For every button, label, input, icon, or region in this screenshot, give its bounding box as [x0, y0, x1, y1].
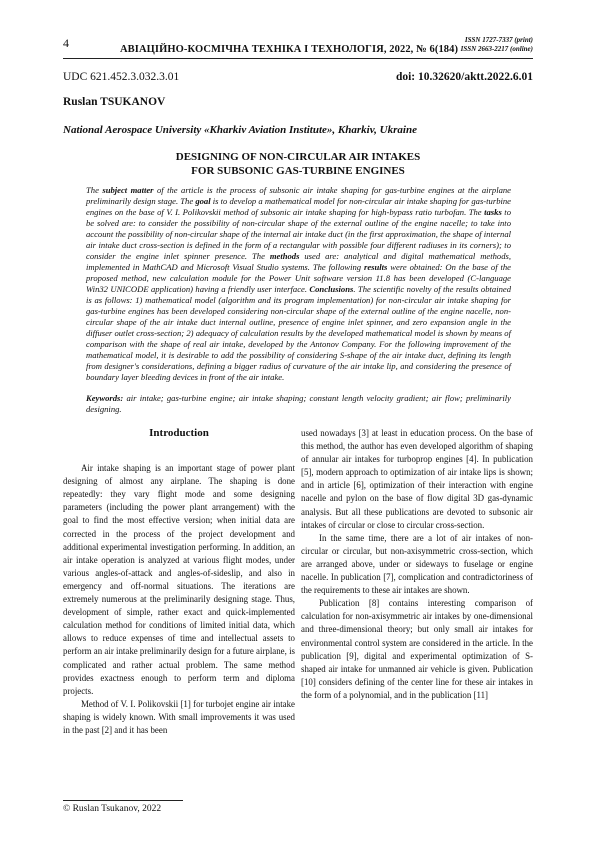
abstract-text: . The scientific novelty of the results obtained is as follows: 1) mathematical model (algorithm and its program implementation) for non-circular air intake shaping for gas-turbine engines has been developed considering non-circular shape of the external outline of the engine nacelle, non-circular shape of the air intake duct internal outline, presence of engine inlet spinner, and zero expansion angle in the diffuser outlet cross-section; 2) adequacy of calculation results by the developed mathematical model is shown by means of comparison with the shape of real air intake, developed by the Antonov Company. For the following improvement of the mathematical model, it is desirable to add the possibility of considering S-shape of the air intake duct, defining its length from designer's considerations, defining a bigger radius of curvature of the air intake lip, and considering the presence of boundary layer bleeding devices in front of the air intake. — [86, 284, 511, 382]
abstract-text: to be solved are: to consider the possibility of non-circular shape of the external outline of the engine nacelle; to take into account the possibility of non-circular shape of the internal air intake duct (in the first approximation, the shape of internal air intake duct cross-section is defined in the form of a rectangular with possible four different radiuses in its corners); to consider the engine inlet spinner presence. The — [86, 207, 511, 261]
abstract-text: of the article is the process of subsonic air intake shaping for gas-turbine engines at the airplane preliminarily design stage. The — [86, 185, 512, 206]
paper-title — [63, 150, 533, 178]
issn-block — [461, 36, 533, 54]
title-line-2: FOR SUBSONIC GAS-TURBINE ENGINES — [191, 165, 405, 177]
right-column — [301, 427, 533, 702]
keywords — [86, 393, 511, 415]
doi-link[interactable]: doi: 10.32620/aktt.2022.6.01 — [395, 71, 533, 83]
udc-code: UDC 621.452.3.032.3.01 — [63, 71, 180, 83]
abstract-text: were obtained: On the base of the proposed method, new calculation module for the Power Unit software version 11.8 has been developed (C-language Win32 UNICODE application) having a friendly user interface. — [86, 262, 511, 294]
footer-rule — [63, 800, 183, 801]
issn-online: ISSN 2663-2217 (online) — [460, 45, 533, 53]
journal-title: АВІАЦІЙНО-КОСМІЧНА ТЕХНІКА І ТЕХНОЛОГІЯ, 2022, № 6(184) — [120, 44, 459, 55]
author-name: Ruslan TSUKANOV — [63, 96, 166, 108]
affiliation: National Aerospace University «Kharkiv Aviation Institute», Kharkiv, Ukraine — [63, 124, 417, 136]
section-heading: Introduction — [149, 427, 209, 439]
abstract-text: is to develop a mathematical model for non-circular air intake shaping for gas-turbine engines on the base of V. I. Polikovskii method of subsonic air intake shaping for high-bypass ratio turbofan. The — [86, 196, 511, 217]
title-line-1: DESIGNING OF NON-CIRCULAR AIR INTAKES — [175, 151, 421, 163]
paragraph: Air intake shaping is an important stage of power plant designing of almost any airplane. The shaping is done repeatedly: they vary flight mode and some designing parameters (including the power plant arrangement) with the goal to find the most effective version; when initial data are corrected in the process of the project development and additional experimental investigation performing. In addition, an air intake operation is analyzed at various flight modes, under various angles-of-attack and angles-of-sideslip, and also in emergency and off-normal situations. The iterations are extremely numerous at the preliminarily designing stage. Thus, development of simple, rather exact and quick-implemented calculation method for conditions of limited initial data, which allows to reduce expenses of time and intellectual assets to perform an air intake preliminarily design for a future airplane, is complicated and rather actual problem. The same method provides exactness enough to perform term and diploma projects. — [63, 463, 295, 696]
issn-print: ISSN 1727-7337 (print) — [464, 36, 533, 44]
abstract-text: used are: analytical and digital mathematical methods, implemented in MathCAD and Microsoft Visual Studio systems. The following — [86, 251, 511, 272]
copyright: © Ruslan Tsukanov, 2022 — [63, 804, 162, 814]
paragraph: Method of V. I. Polikovskii [1] for turbojet engine air intake shaping is widely known. With small improvements it was used in the past [2] and it has been — [63, 698, 295, 735]
abstract-keyword: results — [364, 262, 388, 272]
abstract — [86, 185, 511, 383]
page-number: 4 — [63, 36, 69, 50]
paragraph: In the same time, there are a lot of air intakes of non-circular or circular, but non-axisymmetric cross-section, which are arranged above, under or sideways to fuselage or engine nacelle. In publication [7], complication and contradictoriness of the requirements to these air intakes are shown. — [301, 532, 533, 596]
abstract-keyword: methods — [269, 251, 300, 261]
abstract-keyword: subject matter — [102, 185, 154, 195]
paragraph: used nowadays [3] at least in education process. On the base of this method, the author has even developed algorithm of shaping of annular air intakes for turboprop engines [4]. In publication [5], modern approach to optimization of air intake lips is shown; and in article [6], optimization of their interaction with engine nacelle and pylon on the base of flow digital 3D gas-dynamic analysis. But all these publications are devoted to subsonic air intakes of circular or close to circular cross-section. — [301, 428, 533, 530]
paragraph: Publication [8] contains interesting comparison of calculation for non-axisymmetric air intakes by one-dimensional and three-dimensional theory; but only small air intakes for environmental control system are considered in the article. In the publication [9], digital and experimental optimization of S-shaped air intake for unmanned air vehicle is given. Publication [10] considers defining of the center line for these air intakes in the form of a polynomial, and in the publication [11] — [301, 598, 533, 700]
abstract-text: The — [86, 185, 103, 195]
abstract-keyword: goal — [195, 196, 211, 206]
abstract-keyword: tasks — [484, 207, 502, 217]
keywords-text: air intake; gas-turbine engine; air intake shaping; constant length velocity gradient; air flow; preliminarily designing. — [86, 393, 511, 414]
left-column — [63, 427, 295, 737]
header-rule — [63, 58, 533, 59]
keywords-label: Keywords: — [86, 393, 124, 403]
abstract-keyword: Conclusions — [309, 284, 354, 294]
